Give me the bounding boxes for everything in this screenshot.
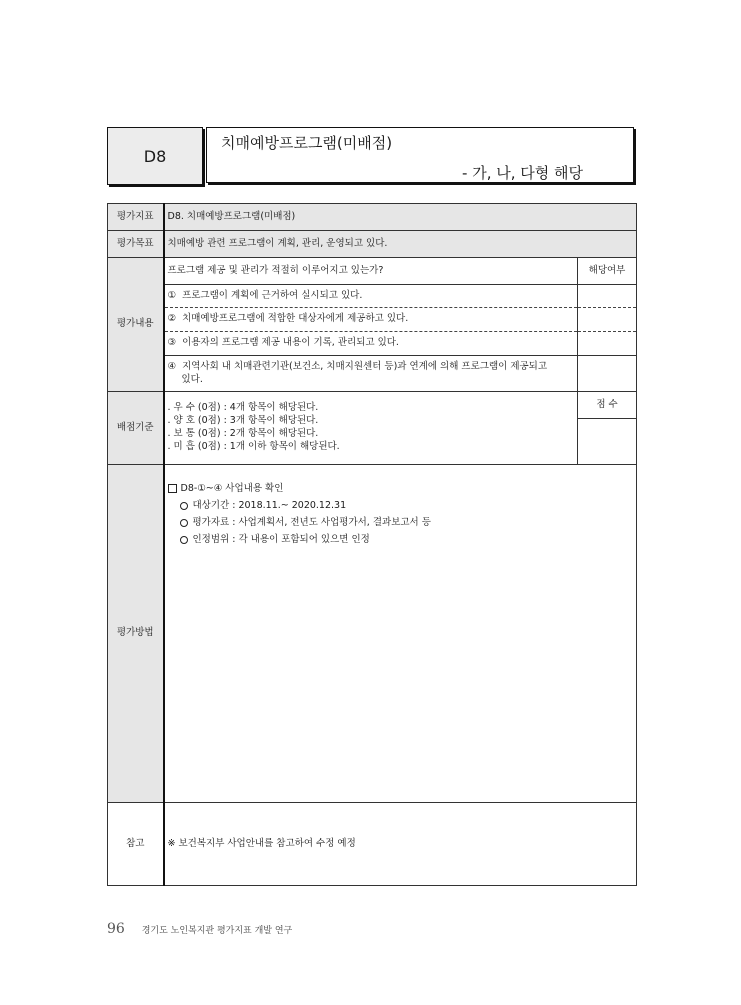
item-text: 프로그램이 계획에 근거하여 실시되고 있다. (182, 289, 363, 301)
indicator-code: D8 (143, 146, 167, 166)
criteria-line: . 양 호 (0점) : 3개 항목이 해당된다. (167, 415, 319, 427)
content-item (108, 308, 637, 332)
goal-value: 치매예방 관련 프로그램이 계획, 관리, 운영되고 있다. (164, 231, 637, 258)
content-item (108, 332, 637, 356)
content-item (108, 356, 637, 392)
indicator-title-box (206, 127, 634, 183)
page-footer (107, 921, 292, 937)
indicator-title: 치매예방프로그램(미배점) (221, 134, 393, 152)
bullet-circle-icon (180, 502, 188, 510)
indicator-label: 평가지표 (108, 204, 164, 231)
row-note (108, 803, 637, 886)
evaluation-table (107, 203, 637, 886)
score-header: 점 수 (578, 392, 637, 419)
item-number: ③ (167, 337, 177, 349)
content-label: 평가내용 (108, 258, 164, 392)
check-header: 해당여부 (578, 258, 637, 285)
criteria-label: 배점기준 (108, 392, 164, 465)
row-indicator (108, 204, 637, 231)
check-cell (578, 332, 637, 356)
goal-label: 평가목표 (108, 231, 164, 258)
note-value: ※ 보건복지부 사업안내를 참고하여 수정 예정 (164, 803, 637, 886)
method-heading: D8-①~④ 사업내용 확인 (180, 483, 284, 494)
item-text: 이용자의 프로그램 제공 내용이 기록, 관리되고 있다. (182, 337, 399, 349)
item-number: ④ (167, 360, 177, 372)
criteria-line: . 미 흡 (0점) : 1개 이하 항목이 해당된다. (167, 440, 340, 452)
checkbox-icon (168, 484, 177, 493)
bullet-circle-icon (180, 536, 188, 544)
content-question: 프로그램 제공 및 관리가 적절히 이루어지고 있는가? (164, 258, 578, 285)
item-text: 치매예방프로그램에 적합한 대상자에게 제공하고 있다. (182, 313, 409, 325)
method-label: 평가방법 (108, 465, 164, 803)
criteria-line: . 보 통 (0점) : 2개 항목이 해당된다. (167, 428, 319, 439)
item-number: ① (167, 289, 177, 301)
criteria-line: . 우 수 (0점) : 4개 항목이 해당된다. (167, 402, 319, 414)
check-cell (578, 285, 637, 308)
content-item (108, 285, 637, 308)
row-criteria (108, 392, 637, 419)
indicator-code-box (107, 127, 203, 185)
footer-title: 경기도 노인복지관 평가지표 개발 연구 (141, 926, 293, 936)
row-method (108, 465, 637, 803)
indicator-subtitle: - 가, 나, 다형 해당 (462, 164, 583, 182)
page-number: 96 (107, 921, 125, 937)
method-item: 대상기간 : 2018.11.~ 2020.12.31 (192, 500, 347, 511)
row-goal (108, 231, 637, 258)
row-content-question (108, 258, 637, 285)
check-cell (578, 356, 637, 392)
score-cell (578, 419, 637, 465)
bullet-circle-icon (180, 519, 188, 527)
item-text-continued: 있다. (181, 373, 203, 385)
method-item: 인정범위 : 각 내용이 포함되어 있으면 인정 (192, 534, 370, 545)
indicator-value: D8. 치매예방프로그램(미배점) (164, 204, 637, 231)
note-label: 참고 (108, 803, 164, 886)
check-cell (578, 308, 637, 332)
method-item: 평가자료 : 사업계획서, 전년도 사업평가서, 결과보고서 등 (192, 517, 431, 528)
item-text: 지역사회 내 치매관련기관(보건소, 치매지원센터 등)과 연계에 의해 프로그램이 제공되고 (182, 360, 548, 372)
item-number: ② (167, 313, 177, 325)
